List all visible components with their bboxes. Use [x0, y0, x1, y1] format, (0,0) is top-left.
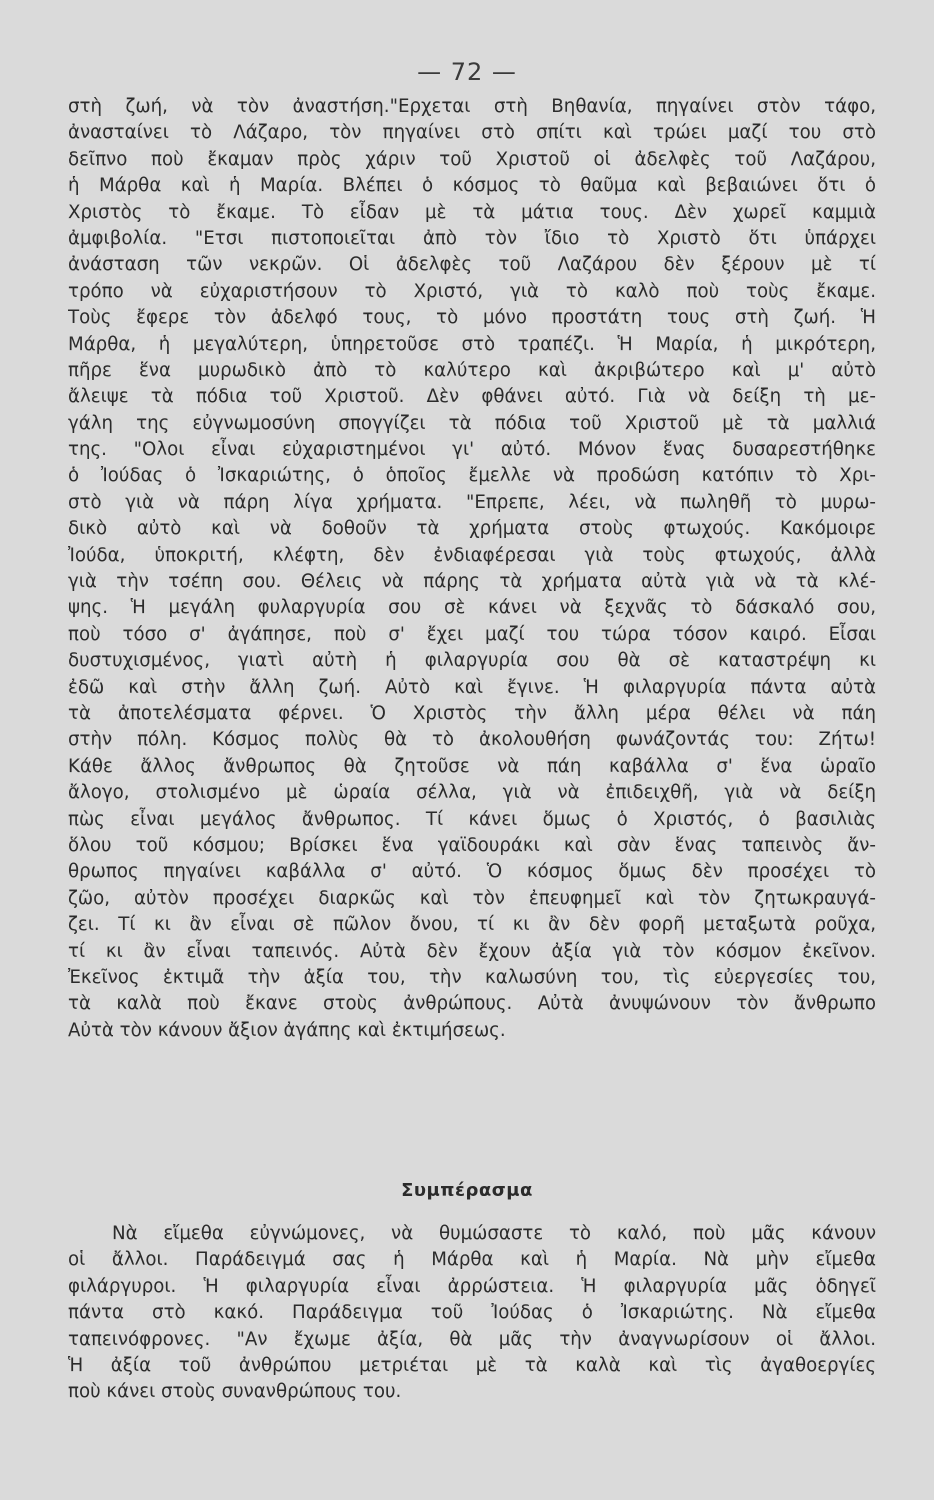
conclusion-text [68, 1221, 876, 1406]
text-line: πάντα στὸ κακό. Παράδειγμα τοῦ Ἰούδας ὁ Ἰσκαριώτης. Νὰ εἴμεθα [68, 1302, 876, 1324]
text-line: πὼς εἶναι μεγάλος ἄνθρωπος. Τί κάνει ὅμως ὁ Χριστός, ὁ βασιλιὰς [68, 808, 876, 830]
text-line: της. "Ολοι εἶναι εὐχαριστημένοι γι' αὐτό. Μόνον ἕνας δυσαρεστήθηκε [68, 439, 876, 461]
text-line: ἀνάσταση τῶν νεκρῶν. Οἱ ἀδελφὲς τοῦ Λαζάρου δὲν ξέρουν μὲ τί [68, 254, 876, 276]
text-line: Χριστὸς τὸ ἔκαμε. Τὸ εἶδαν μὲ τὰ μάτια τους. Δὲν χωρεῖ καμμιὰ [68, 201, 876, 223]
text-line: ἐδῶ καὶ στὴν ἄλλη ζωή. Αὐτὸ καὶ ἔγινε. Ἡ φιλαργυρία πάντα αὐτὰ [68, 676, 876, 698]
text-line: Μάρθα, ἡ μεγαλύτερη, ὑπηρετοῦσε στὸ τραπέζι. Ἡ Μαρία, ἡ μικρότερη, [68, 333, 876, 355]
text-line: τί κι ἂν εἶναι ταπεινός. Αὐτὰ δὲν ἔχουν ἀξία γιὰ τὸν κόσμον ἐκεῖνον. [68, 940, 876, 962]
text-line: ἀνασταίνει τὸ Λάζαρο, τὸν πηγαίνει στὸ σπίτι καὶ τρώει μαζί του στὸ [68, 122, 876, 144]
text-line: γιὰ τὴν τσέπη σου. Θέλεις νὰ πάρης τὰ χρήματα αὐτὰ γιὰ νὰ τὰ κλέ- [68, 571, 876, 593]
text-line: ταπεινόφρονες. "Αν ἔχωμε ἀξία, θὰ μᾶς τὴν ἀναγνωρίσουν οἱ ἄλλοι. [68, 1328, 876, 1350]
text-line: Ἐκεῖνος ἐκτιμᾶ τὴν ἀξία του, τὴν καλωσύνη του, τὶς εὐεργεσίες του, [68, 966, 876, 988]
text-line: ψης. Ἡ μεγάλη φυλαργυρία σου σὲ κάνει νὰ ξεχνᾶς τὸ δάσκαλό σου, [68, 597, 876, 619]
text-line: Ἡ ἀξία τοῦ ἀνθρώπου μετριέται μὲ τὰ καλὰ καὶ τὶς ἀγαθοεργίες [68, 1354, 876, 1376]
text-line: πῆρε ἕνα μυρωδικὸ ἀπὸ τὸ καλύτερο καὶ ἀκριβώτερο καὶ μ' αὐτὸ [68, 359, 876, 381]
text-line: τὰ ἀποτελέσματα φέρνει. Ὁ Χριστὸς τὴν ἄλλη μέρα θέλει νὰ πάη [68, 702, 876, 724]
text-line: Τοὺς ἔφερε τὸν ἀδελφό τους, τὸ μόνο προστάτη τους στὴ ζωή. Ἡ [68, 307, 876, 329]
text-line: ὅλου τοῦ κόσμου; Βρίσκει ἕνα γαϊδουράκι καὶ σὰν ἕνας ταπεινὸς ἄν- [68, 834, 876, 856]
text-line: φιλάργυροι. Ἡ φιλαργυρία εἶναι ἀρρώστεια. Ἡ φιλαργυρία μᾶς ὁδηγεῖ [68, 1275, 876, 1297]
text-line: θρωπος πηγαίνει καβάλλα σ' αὐτό. Ὁ κόσμος ὅμως δὲν προσέχει τὸ [68, 861, 876, 883]
text-line: ἄλειψε τὰ πόδια τοῦ Χριστοῦ. Δὲν φθάνει αὐτό. Γιὰ νὰ δείξη τὴ με- [68, 386, 876, 408]
text-line: ἀμφιβολία. "Ετσι πιστοποιεῖται ἀπὸ τὸν ἴδιο τὸ Χριστὸ ὅτι ὑπάρχει [68, 227, 876, 249]
text-line: δικὸ αὐτὸ καὶ νὰ δοθοῦν τὰ χρήματα στοὺς φτωχούς. Κακόμοιρε [68, 518, 876, 540]
text-line: τὰ καλὰ ποὺ ἔκανε στοὺς ἀνθρώπους. Αὐτὰ ἀνυψώνουν τὸν ἄνθρωπο [68, 993, 876, 1015]
text-line: Ἰούδα, ὑποκριτή, κλέφτη, δὲν ἐνδιαφέρεσαι γιὰ τοὺς φτωχούς, ἀλλὰ [68, 544, 876, 566]
text-line: δυστυχισμένος, γιατὶ αὐτὴ ἡ φιλαργυρία σου θὰ σὲ καταστρέψη κι [68, 650, 876, 672]
text-line: γάλη της εὐγνωμοσύνη σπογγίζει τὰ πόδια τοῦ Χριστοῦ μὲ τὰ μαλλιά [68, 412, 876, 434]
text-line: τρόπο νὰ εὐχαριστήσουν τὸ Χριστό, γιὰ τὸ καλὸ ποὺ τοὺς ἔκαμε. [68, 280, 876, 302]
text-line: ζει. Τί κι ἂν εἶναι σὲ πῶλον ὄνου, τί κι ἂν δὲν φορῆ μεταξωτὰ ροῦχα, [68, 914, 876, 936]
text-line: Κάθε ἄλλος ἄνθρωπος θὰ ζητοῦσε νὰ πάη καβάλλα σ' ἕνα ὡραῖο [68, 755, 876, 777]
text-line: ποὺ τόσο σ' ἀγάπησε, ποὺ σ' ἔχει μαζί του τώρα τόσον καιρό. Εἶσαι [68, 623, 876, 645]
text-line: δεῖπνο ποὺ ἔκαμαν πρὸς χάριν τοῦ Χριστοῦ οἱ ἀδελφὲς τοῦ Λαζάρου, [68, 148, 876, 170]
section-heading: Συμπέρασμα [401, 1180, 533, 1201]
text-line: ἡ Μάρθα καὶ ἡ Μαρία. Βλέπει ὁ κόσμος τὸ θαῦμα καὶ βεβαιώνει ὅτι ὁ [68, 175, 876, 197]
text-line: ποὺ κάνει στοὺς συνανθρώπους του. [68, 1381, 402, 1403]
text-line: στὸ γιὰ νὰ πάρη λίγα χρήματα. "Επρεπε, λέει, νὰ πωληθῆ τὸ μυρω- [68, 491, 876, 513]
text-line: ἄλογο, στολισμένο μὲ ὡραία σέλλα, γιὰ νὰ ἐπιδειχθῆ, γιὰ νὰ δείξη [68, 782, 876, 804]
text-line: στὴ ζωή, νὰ τὸν ἀναστήση."Ερχεται στὴ Βηθανία, πηγαίνει στὸν τάφο, [68, 96, 876, 117]
text-line: Αὐτὰ τὸν κάνουν ἄξιον ἀγάπης καὶ ἐκτιμήσεως. [68, 1019, 506, 1041]
text-line: στὴν πόλη. Κόσμος πολὺς θὰ τὸ ἀκολουθήση φωνάζοντάς του: Ζήτω! [68, 729, 876, 751]
text-line: ζῶο, αὐτὸν προσέχει διαρκῶς καὶ τὸν ἐπευφημεῖ καὶ τὸν ζητωκραυγά- [68, 887, 876, 909]
text-line: οἱ ἄλλοι. Παράδειγμά σας ἡ Μάρθα καὶ ἡ Μαρία. Νὰ μὴν εἴμεθα [68, 1249, 876, 1271]
text-line: Νὰ εἴμεθα εὐγνώμονες, νὰ θυμώσαστε τὸ καλό, ποὺ μᾶς κάνουν [112, 1223, 876, 1244]
text-line: ὁ Ἰούδας ὁ Ἰσκαριώτης, ὁ ὁποῖος ἔμελλε νὰ προδώση κατόπιν τὸ Χρι- [68, 465, 876, 487]
page-number: — 72 — [417, 58, 517, 86]
body-text [68, 94, 876, 1044]
